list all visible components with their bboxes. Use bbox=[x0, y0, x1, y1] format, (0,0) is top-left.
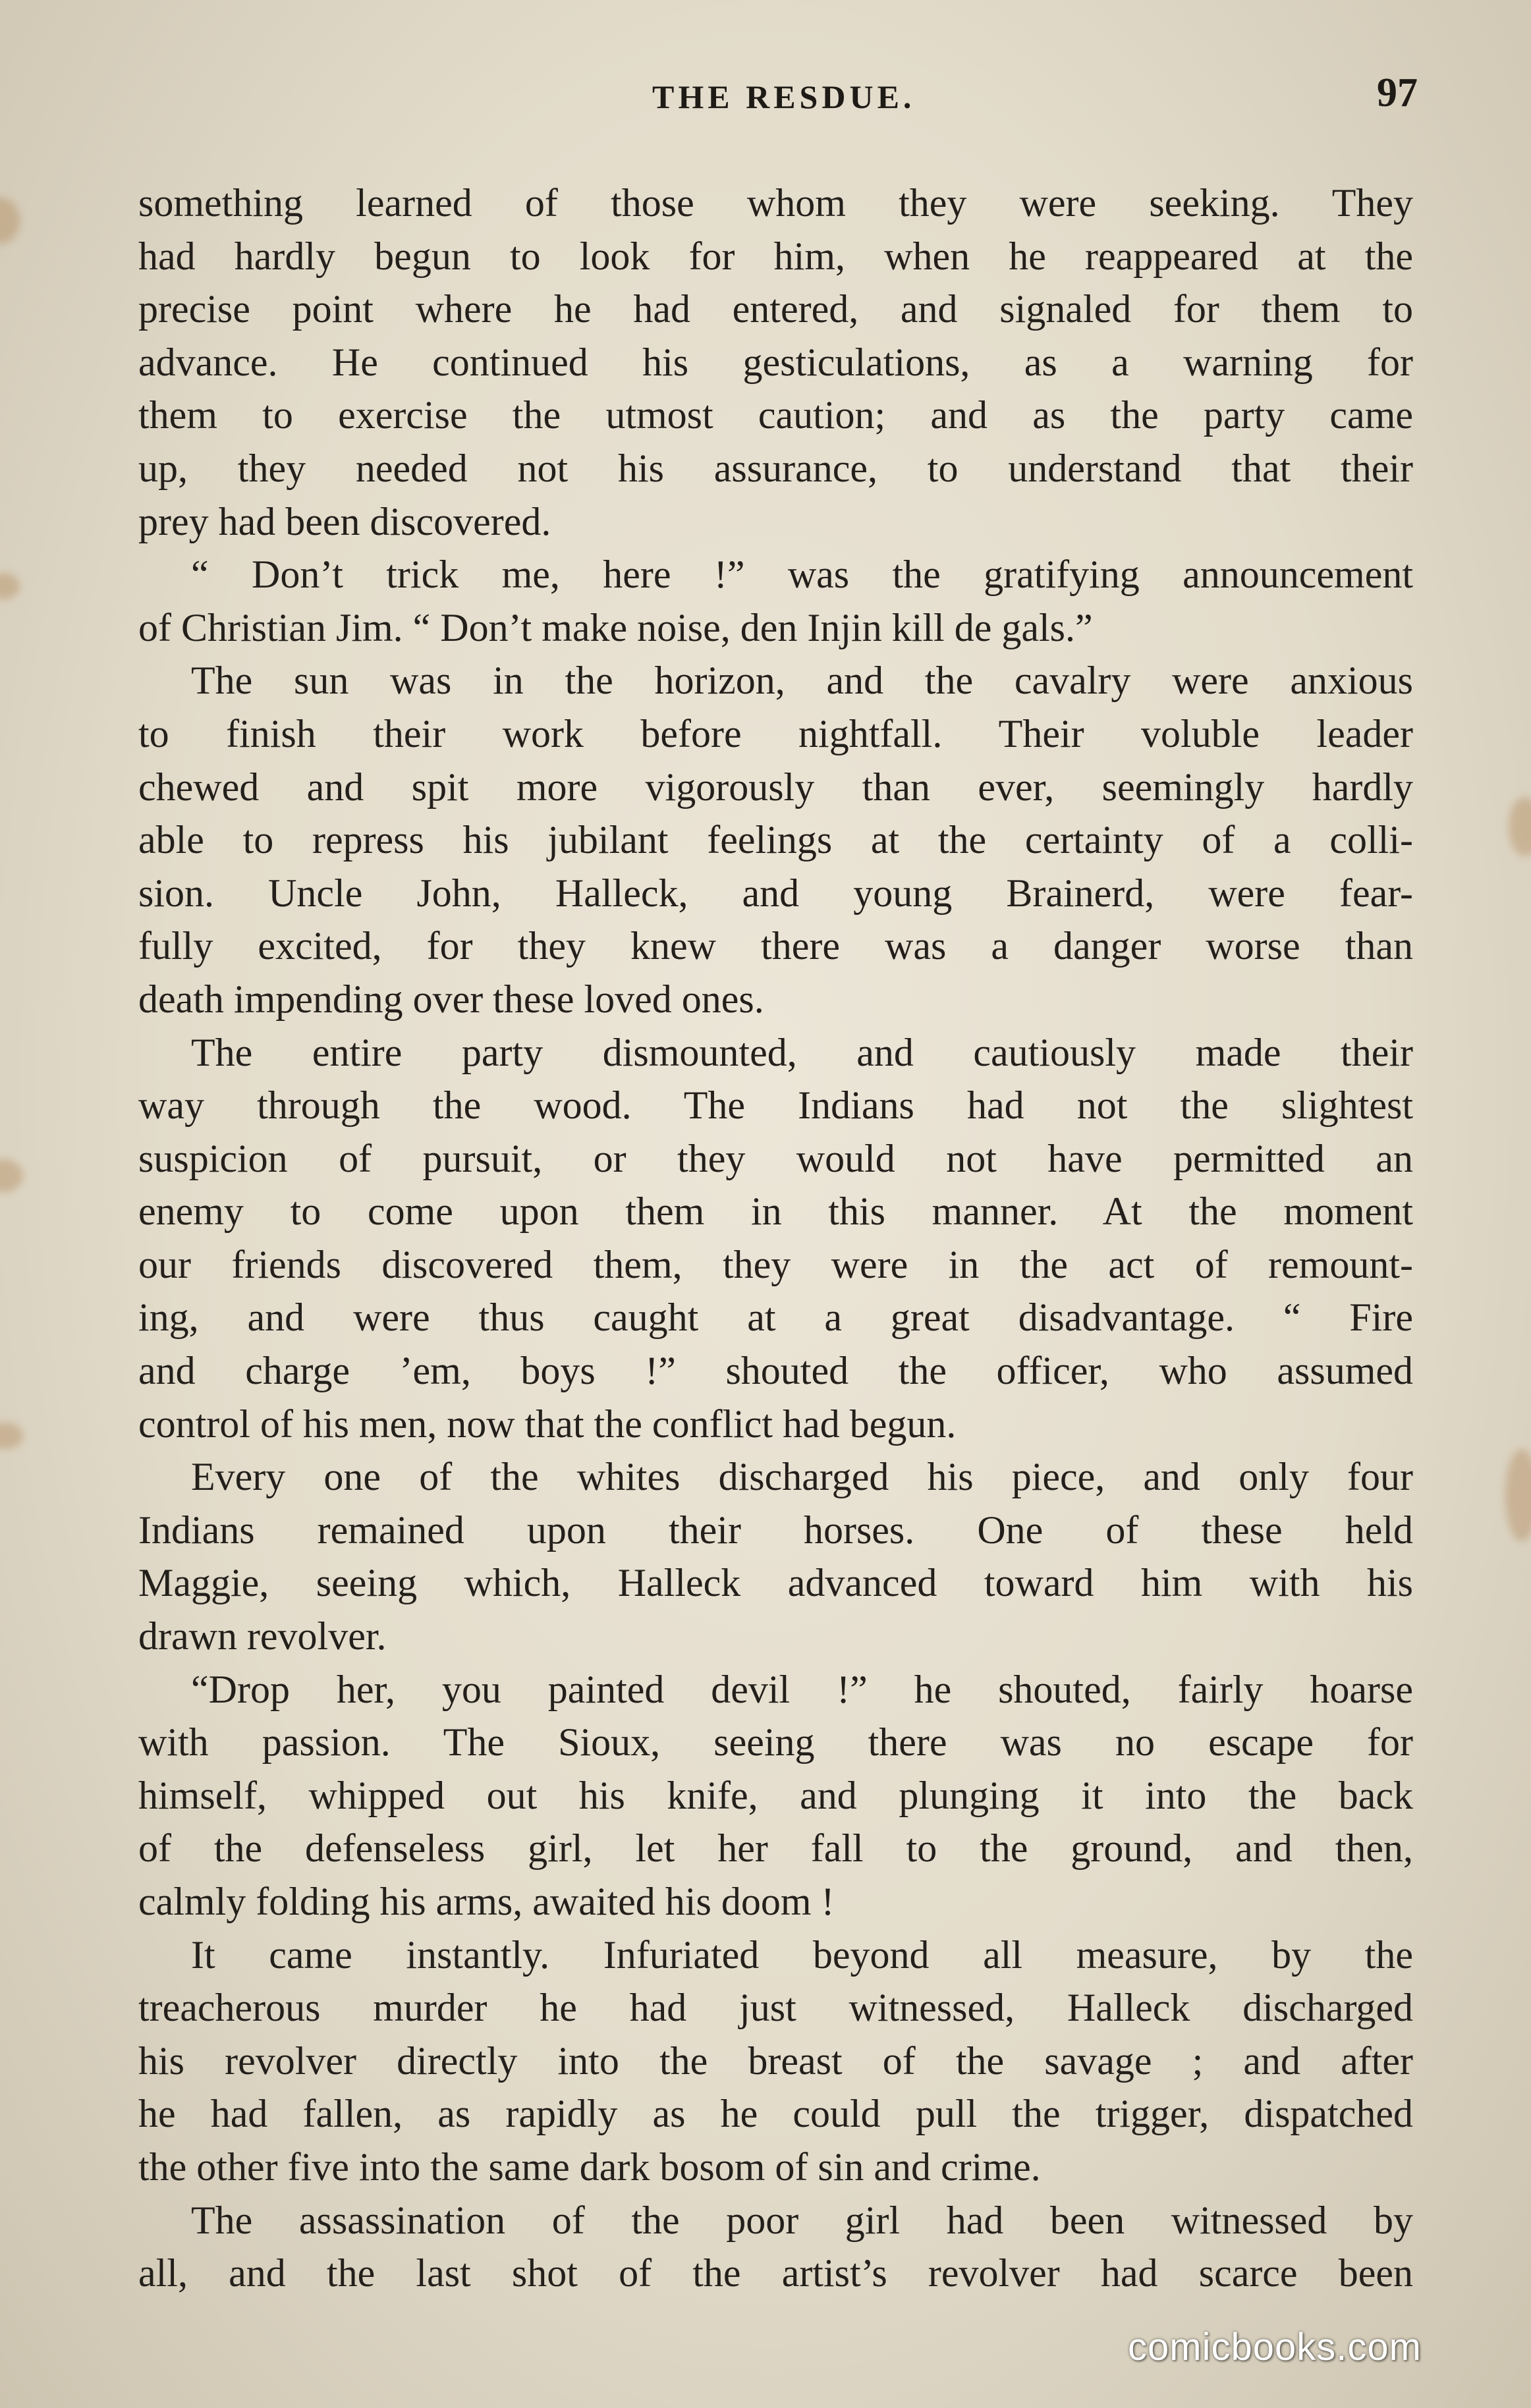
text-line bbox=[138, 1822, 1413, 1875]
text-line-content: It came instantly. Infuriated beyond all measure, by the bbox=[191, 1932, 1413, 1977]
text-line-content: of the defenseless girl, let her fall to the ground, and then, bbox=[138, 1826, 1413, 1871]
text-line bbox=[138, 336, 1413, 389]
text-line-content: himself, whipped out his knife, and plunging it into the back bbox=[138, 1773, 1413, 1817]
text-line-content: up, they needed not his assurance, to understand that their bbox=[138, 446, 1413, 490]
text-line-content: had hardly begun to look for him, when he reappeared at the bbox=[138, 234, 1413, 278]
text-line bbox=[138, 2035, 1413, 2088]
text-line bbox=[138, 230, 1413, 283]
text-line-content: of Christian Jim. “ Don’t make noise, den Injin kill de gals.” bbox=[138, 605, 1093, 649]
text-line bbox=[138, 919, 1413, 973]
text-line-content: way through the wood. The Indians had not the slightest bbox=[138, 1083, 1413, 1128]
paper-stain bbox=[0, 1159, 23, 1192]
text-line bbox=[138, 867, 1413, 920]
text-line-content: suspicion of pursuit, or they would not have permitted an bbox=[138, 1136, 1413, 1180]
text-line bbox=[138, 654, 1413, 707]
paper-stain bbox=[0, 1423, 23, 1449]
text-line-content: The assassination of the poor girl had been witnessed by bbox=[191, 2198, 1413, 2242]
text-line bbox=[138, 1185, 1413, 1238]
text-line bbox=[138, 1610, 1413, 1663]
text-line-content: death impending over these loved ones. bbox=[138, 977, 764, 1021]
text-line-content: precise point where he had entered, and signaled for them to bbox=[138, 287, 1413, 331]
text-line bbox=[138, 973, 1413, 1026]
text-line-content: them to exercise the utmost caution; and as the party came bbox=[138, 393, 1413, 437]
text-line bbox=[138, 2194, 1413, 2247]
text-line-content: chewed and spit more vigorously than ever, seemingly hardly bbox=[138, 765, 1413, 809]
text-line bbox=[138, 707, 1413, 761]
text-line-content: he had fallen, as rapidly as he could pull the trigger, dispatched bbox=[138, 2092, 1413, 2136]
text-line bbox=[138, 1398, 1413, 1451]
text-line-content: The entire party dismounted, and cautiously made their bbox=[191, 1030, 1413, 1074]
text-line-content: Maggie, seeing which, Halleck advanced toward him with his bbox=[138, 1561, 1413, 1605]
paper-stain bbox=[0, 198, 20, 244]
text-line-content: and charge ’em, boys !” shouted the officer, who assumed bbox=[138, 1349, 1413, 1393]
text-line-content: “ Don’t trick me, here !” was the gratifying announcement bbox=[191, 553, 1413, 597]
text-line bbox=[138, 548, 1413, 601]
text-line bbox=[138, 1769, 1413, 1822]
text-line-content: enemy to come upon them in this manner. At the moment bbox=[138, 1190, 1413, 1234]
text-line-content: calmly folding his arms, awaited his doom ! bbox=[138, 1880, 835, 1923]
watermark: comicbooks.com bbox=[1128, 2326, 1422, 2368]
text-line-content: the other five into the same dark bosom of sin and crime. bbox=[138, 2145, 1041, 2189]
text-line bbox=[138, 1929, 1413, 1982]
text-line-content: fully excited, for they knew there was a danger worse than bbox=[138, 924, 1413, 968]
text-line bbox=[138, 2247, 1413, 2300]
text-line-content: something learned of those whom they were seeking. They bbox=[138, 181, 1413, 225]
paper-stain bbox=[1505, 1449, 1531, 1541]
text-line bbox=[138, 761, 1413, 814]
text-line-content: drawn revolver. bbox=[138, 1614, 387, 1658]
text-line bbox=[138, 813, 1413, 867]
paper-stain bbox=[1509, 797, 1531, 856]
text-line-content: prey had been discovered. bbox=[138, 499, 551, 543]
text-line-content: all, and the last shot of the artist’s revolver had scarce been bbox=[138, 2251, 1413, 2295]
text-line bbox=[138, 177, 1413, 230]
text-line bbox=[138, 1875, 1413, 1929]
page-number: 97 bbox=[1377, 70, 1418, 115]
text-line bbox=[138, 389, 1413, 442]
text-line bbox=[138, 2087, 1413, 2141]
paper-stain bbox=[0, 573, 20, 599]
text-line bbox=[138, 2141, 1413, 2194]
text-line-content: The sun was in the horizon, and the cavalry were anxious bbox=[191, 659, 1413, 703]
text-line-content: our friends discovered them, they were in the act of remount- bbox=[138, 1242, 1413, 1286]
text-line bbox=[138, 1079, 1413, 1132]
text-line bbox=[138, 495, 1413, 549]
text-line bbox=[138, 1556, 1413, 1610]
text-line bbox=[138, 1238, 1413, 1292]
text-line bbox=[138, 1291, 1413, 1344]
text-line bbox=[138, 442, 1413, 495]
text-line bbox=[138, 1132, 1413, 1186]
text-line-content: control of his men, now that the conflict had begun. bbox=[138, 1402, 957, 1446]
text-line-content: Every one of the whites discharged his piece, and only four bbox=[191, 1455, 1413, 1499]
body-text bbox=[138, 177, 1413, 2300]
running-head: THE RESDUE. bbox=[652, 78, 916, 115]
text-line bbox=[138, 1663, 1413, 1716]
text-line bbox=[138, 601, 1413, 655]
text-line-content: “Drop her, you painted devil !” he shouted, fairly hoarse bbox=[191, 1667, 1413, 1711]
text-line-content: able to repress his jubilant feelings at the certainty of a colli- bbox=[138, 818, 1413, 862]
text-line-content: his revolver directly into the breast of the savage ; and after bbox=[138, 2039, 1413, 2083]
text-line-content: Indians remained upon their horses. One of these held bbox=[138, 1508, 1413, 1552]
text-line-content: ing, and were thus caught at a great disadvantage. “ Fire bbox=[138, 1296, 1413, 1340]
text-line-content: treacherous murder he had just witnessed, Halleck discharged bbox=[138, 1986, 1413, 2030]
text-line bbox=[138, 1504, 1413, 1557]
text-line bbox=[138, 1981, 1413, 2035]
text-line-content: advance. He continued his gesticulations, as a warning for bbox=[138, 340, 1413, 384]
text-line bbox=[138, 283, 1413, 336]
text-line-content: with passion. The Sioux, seeing there was no escape for bbox=[138, 1720, 1413, 1765]
text-line bbox=[138, 1344, 1413, 1398]
text-line-content: to finish their work before nightfall. Their voluble leader bbox=[138, 711, 1413, 755]
text-line-content: sion. Uncle John, Halleck, and young Brainerd, were fear- bbox=[138, 871, 1413, 915]
text-line bbox=[138, 1716, 1413, 1769]
text-line bbox=[138, 1450, 1413, 1504]
text-line bbox=[138, 1026, 1413, 1080]
